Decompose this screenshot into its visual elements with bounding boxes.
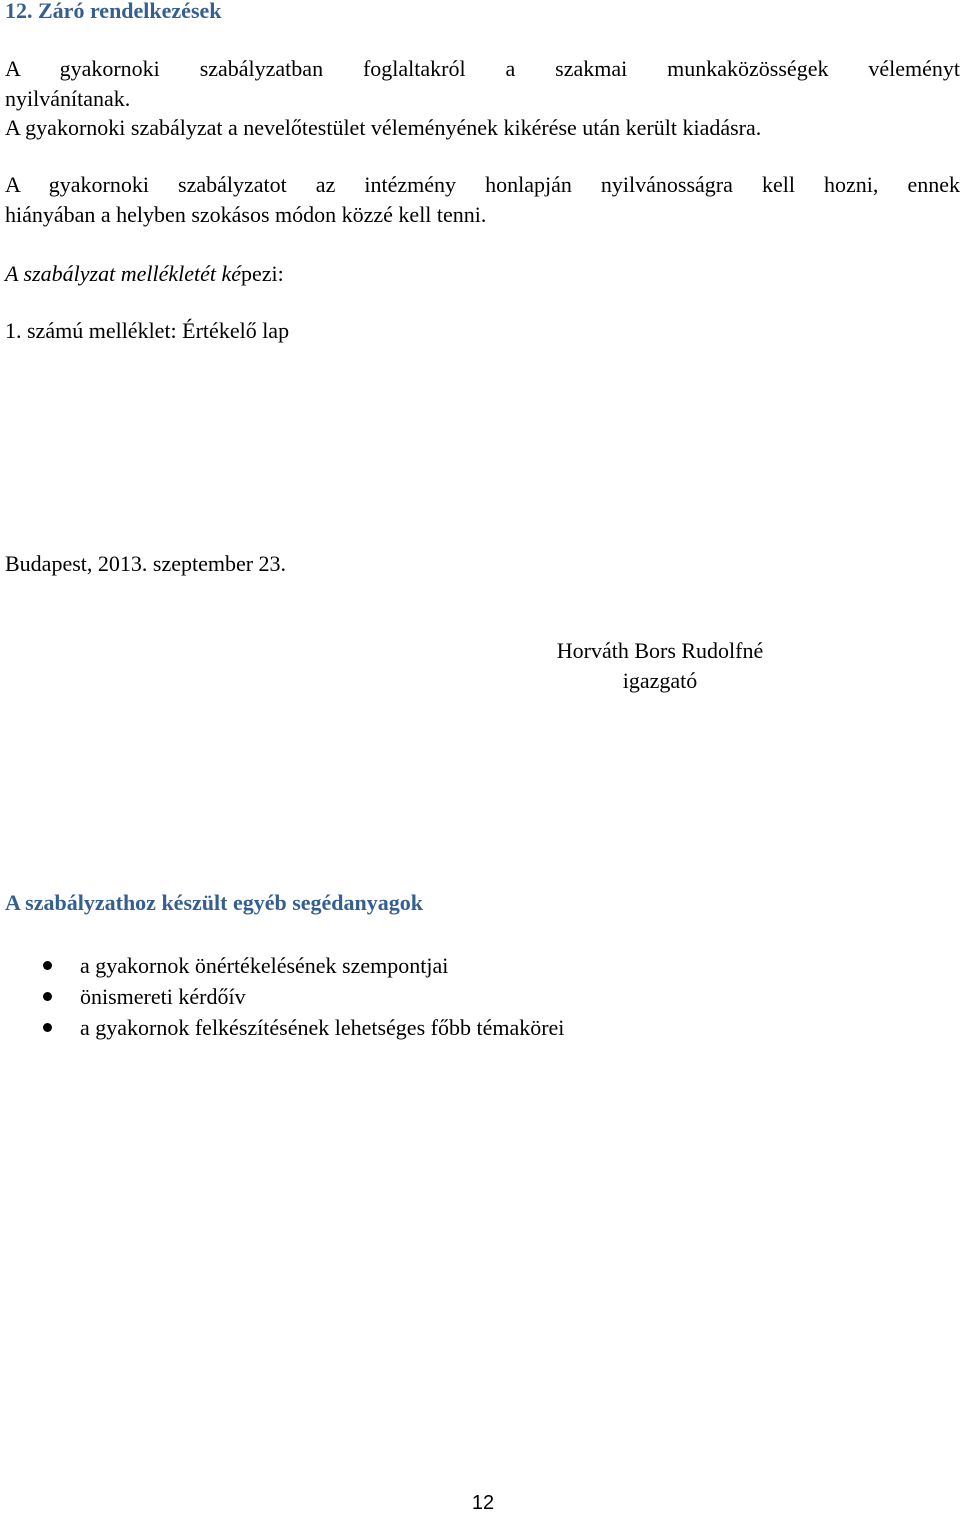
list-item: [0, 950, 564, 981]
annex-intro-rest: pezi:: [241, 261, 284, 286]
list-item: [0, 1012, 564, 1043]
bullet-icon: [43, 961, 52, 970]
paragraph-publication-line-2: hiányában a helyben szokásos módon közzé kell tenni.: [5, 202, 487, 227]
annex-item: 1. számú melléklet: Értékelő lap: [5, 318, 290, 343]
signatory-name: Horváth Bors Rudolfné: [556, 638, 764, 663]
materials-list: [0, 950, 564, 1043]
list-item-text: a gyakornok önértékelésének szempontjai: [80, 953, 449, 978]
signatory-role: igazgató: [622, 668, 698, 693]
section-title: 12. Záró rendelkezések: [5, 0, 222, 23]
list-item: [0, 981, 564, 1012]
list-item-text: a gyakornok felkészítésének lehetséges főbb témakörei: [80, 1015, 565, 1040]
bullet-icon: [43, 992, 52, 1001]
paragraph-publication-line-1: A gyakornoki szabályzatot az intézmény honlapján nyilvánosságra kell hozni, ennek: [5, 172, 960, 197]
paragraph-opinion-line-1: A gyakornoki szabályzatban foglaltakról a szakmai munkaközösségek véleményt: [5, 56, 960, 81]
paragraph-opinion: [5, 54, 960, 114]
place-date: Budapest, 2013. szeptember 23.: [5, 551, 287, 576]
materials-title: A szabályzathoz készült egyéb segédanyagok: [5, 890, 423, 915]
paragraph-publication: [5, 170, 960, 230]
paragraph-opinion-line-2: nyilvánítanak.: [5, 86, 131, 111]
paragraph-issuance: A gyakornoki szabályzat a nevelőtestület véleményének kikérése után került kiadásra.: [5, 115, 762, 140]
bullet-icon: [43, 1023, 52, 1032]
list-item-text: önismereti kérdőív: [80, 984, 246, 1009]
annex-intro: [5, 259, 960, 289]
page-number: 12: [471, 1492, 495, 1514]
annex-intro-italic: A szabályzat mellékletét ké: [5, 261, 242, 286]
